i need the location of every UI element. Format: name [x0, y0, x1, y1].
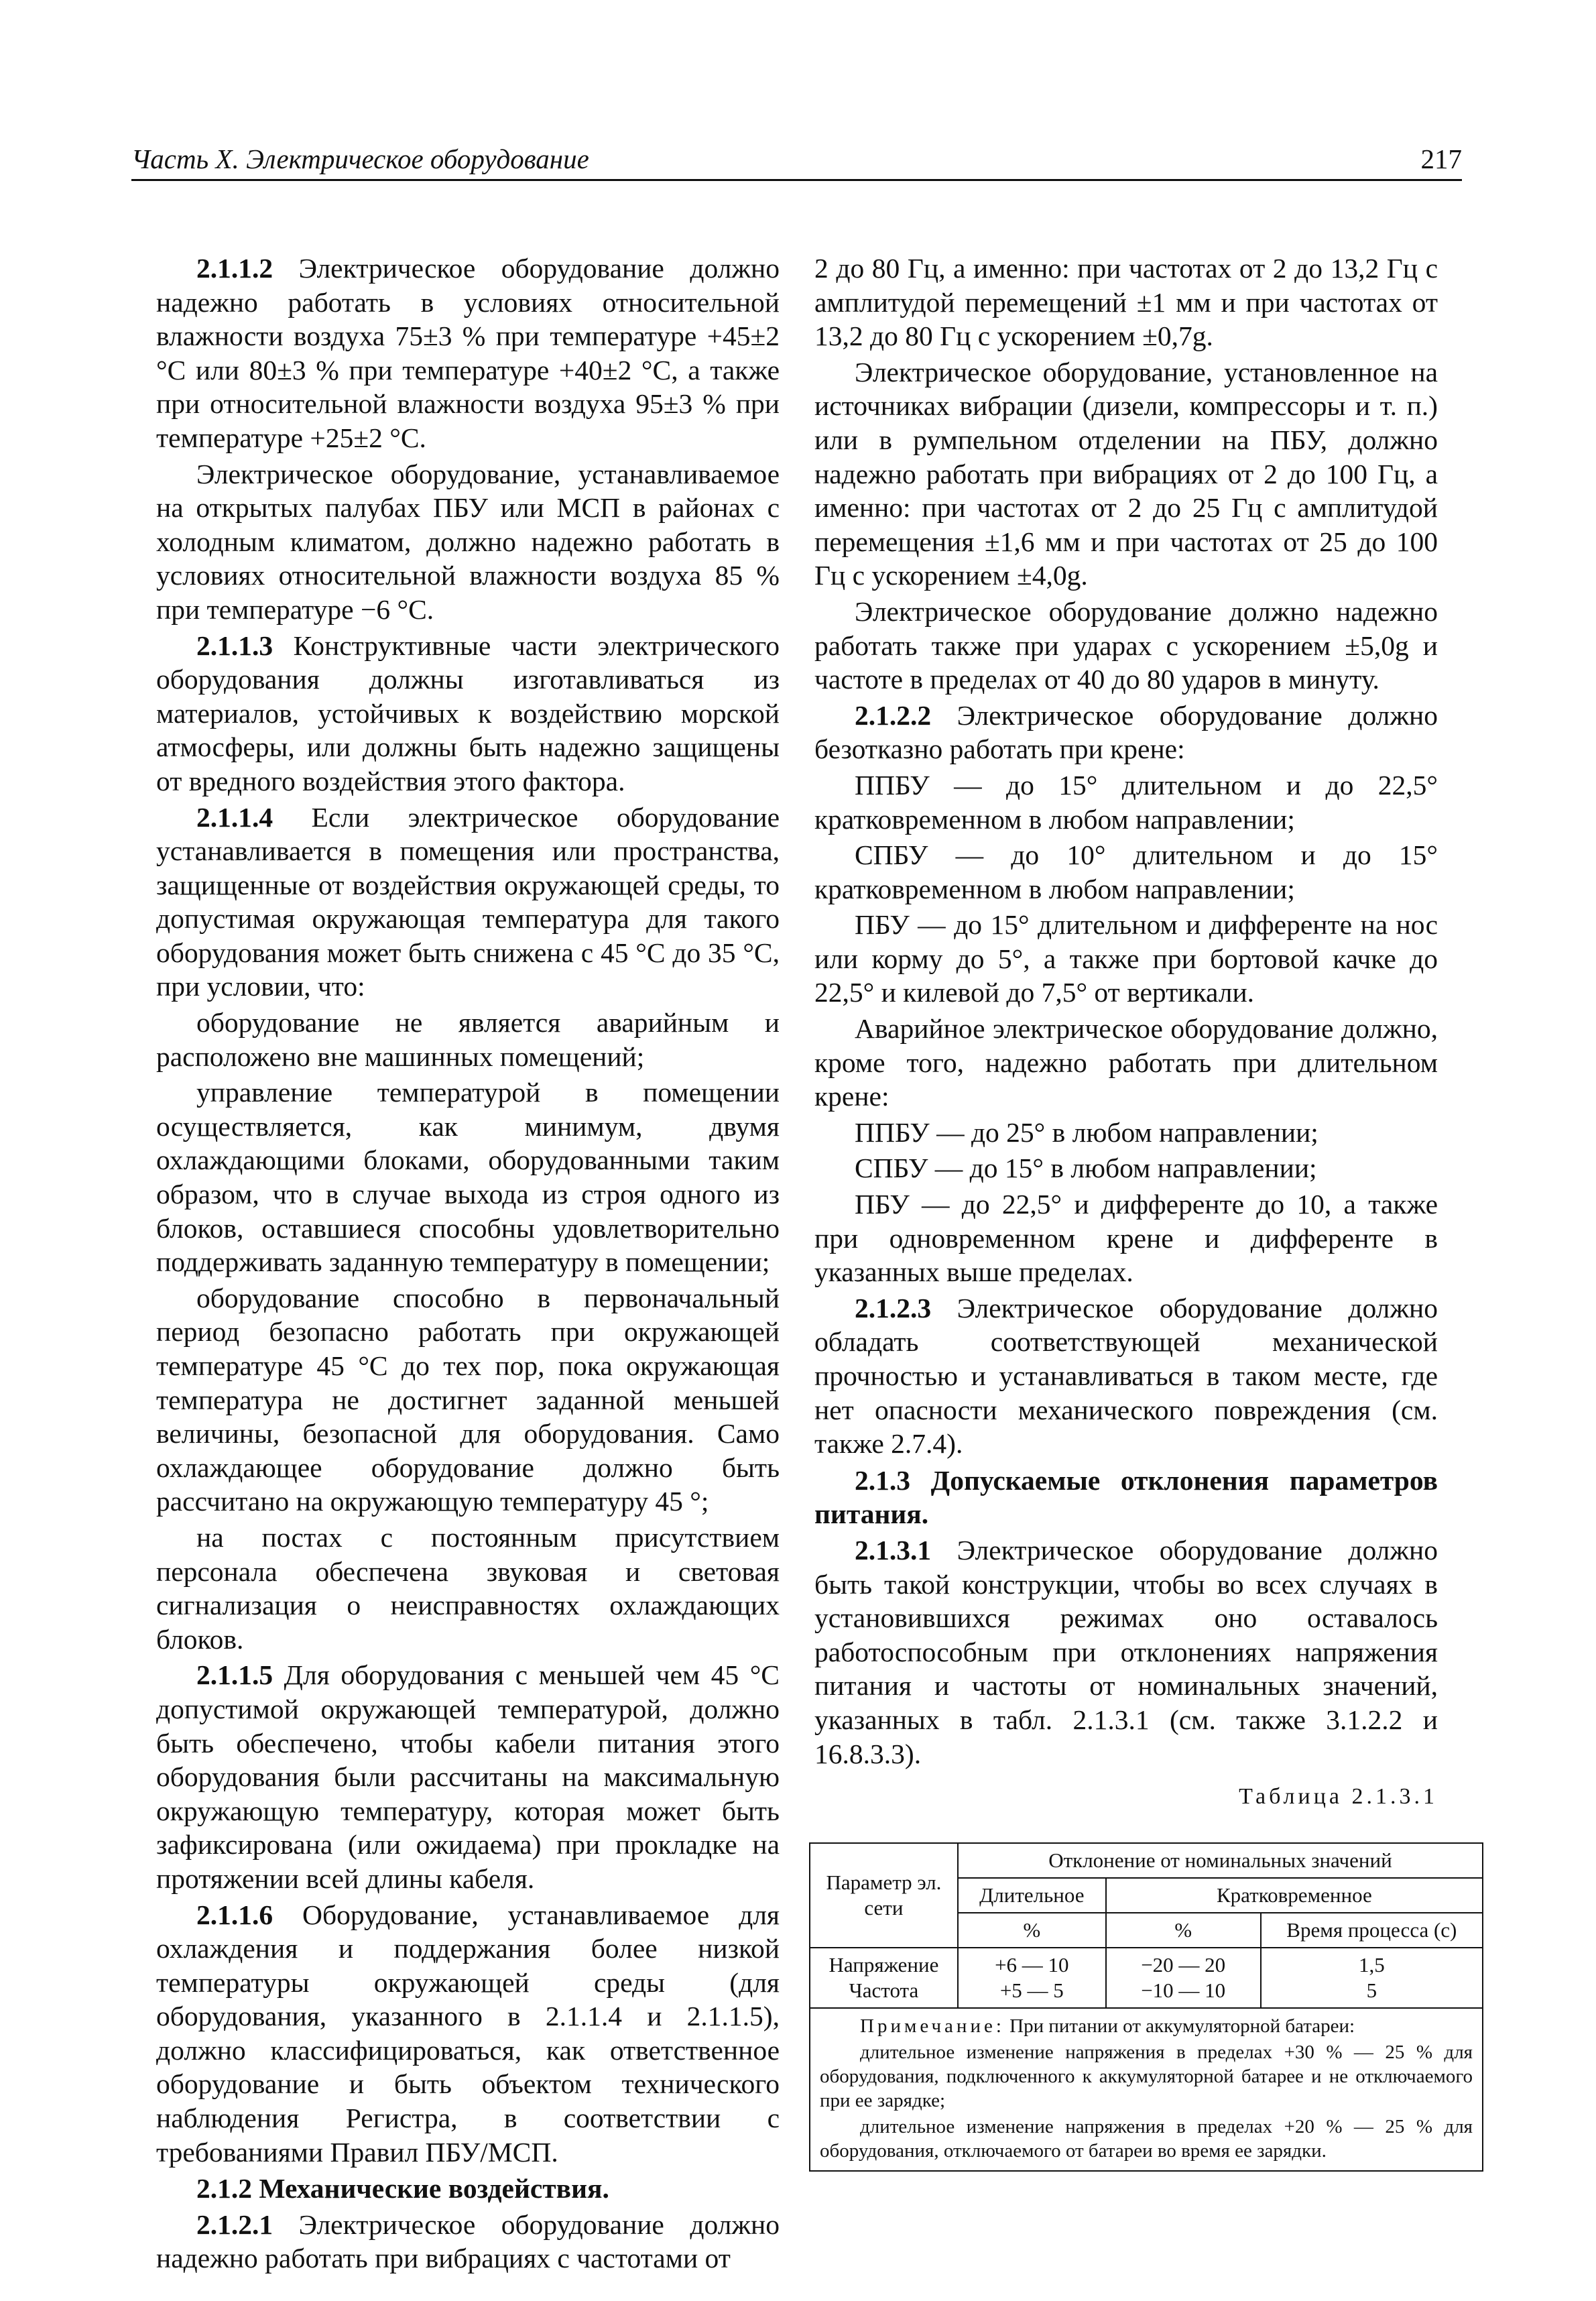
paragraph — [156, 629, 780, 799]
paragraph-text: Электрическое оборудование должно быть такой конструкции, чтобы во всех случаях в установившихся режимах оно оставалось работоспособным при отклонениях напряжения питания и частоты от номинальных значений, указанных в табл. 2.1.3.1 (см. также 3.1.2.2 и 16.8.3.3). — [814, 1534, 1438, 1769]
short-voltage: −20 — 20 — [1141, 1952, 1226, 1976]
paragraph-text: управление температурой в помещении осуществляется, как минимум, двумя охлаждающими блоками, оборудованными таким образом, что в случае выхода из строя одного из блоков, оставшиеся способны удовлетворительно поддерживать заданную температуру в помещении; — [156, 1077, 780, 1278]
paragraph-text: ПБУ — до 15° длительном и дифференте на нос или корму до 5°, а также при бортовой качке до 22,5° и килевой до 7,5° от вертикали. — [814, 909, 1438, 1008]
paragraph — [156, 251, 780, 455]
clause-number: 2.1.2.3 — [855, 1292, 932, 1323]
paragraph-text: Конструктивные части электрического оборудования должны изготавливаться из материалов, устойчивых к воздействию морской атмосферы, или должны быть надежно защищены от вредного воздействия этого фактора. — [156, 630, 780, 796]
paragraph-text: Для оборудования с меньшей чем 45 °С допустимой окружающей температурой, должно быть обеспечено, чтобы кабели питания этого оборудования были рассчитаны на максимальную окружающую температуру, которая может быть зафиксирована (или ожидаема) при прокладке на протяжении всей длины кабеля. — [156, 1659, 780, 1894]
paragraph-text: Электрическое оборудование должно надежно работать в условиях относительной влажности воздуха 75±3 % при температуре +45±2 °С или 80±3 % при температуре +40±2 °С, а также при относительной влажности воздуха 95±3 % при температуре +25±2 °С. — [156, 253, 780, 453]
clause-number: 2.1.1.6 — [196, 1899, 273, 1930]
cell-short — [1106, 1948, 1261, 2008]
clause-number: 2.1.1.2 — [196, 253, 273, 284]
clause-number: 2.1.1.3 — [196, 630, 273, 661]
paragraph — [814, 768, 1438, 836]
time-frequency: 5 — [1366, 1978, 1377, 2002]
paragraph-text: ППБУ — до 25° в любом направлении; — [855, 1116, 1318, 1148]
paragraph — [814, 595, 1438, 697]
clause-number: 2.1.1.5 — [196, 1659, 273, 1691]
paragraph — [814, 1533, 1438, 1771]
deviation-table — [809, 1842, 1483, 2172]
right-column — [814, 251, 1473, 2172]
header-time: Время процесса (с) — [1261, 1913, 1483, 1948]
cell-long — [958, 1948, 1106, 2008]
paragraph-text: Если электрическое оборудование устанавливается в помещения или пространства, защищенные от воздействия окружающей среды, то допустимая окружающая температура для такого оборудования может быть снижена с 45 °С до 35 °С, при условии, что: — [156, 801, 780, 1002]
clause-number: 2.1.3.1 — [855, 1534, 932, 1566]
paragraph — [814, 355, 1438, 593]
note-line-1: При питании от аккумуляторной батареи: — [1009, 2015, 1355, 2037]
param-voltage: Напряжение — [828, 1952, 939, 1976]
paragraph — [156, 801, 780, 1004]
paragraph-text: Электрическое оборудование, устанавливаемое на открытых палубах ПБУ или МСП в районах с холодным климатом, должно надежно работать в условиях относительной влажности воздуха 85 % при температуре −6 °С. — [156, 458, 780, 625]
table-caption: Таблица 2.1.3.1 — [1239, 1784, 1438, 1810]
paragraph — [156, 1898, 780, 2170]
cell-time — [1261, 1948, 1483, 2008]
header-short: Кратковременное — [1106, 1878, 1483, 1913]
table-note — [810, 2008, 1483, 2171]
time-voltage: 1,5 — [1358, 1952, 1385, 1976]
page-number: 217 — [1420, 143, 1462, 174]
header-parameter: Параметр эл. сети — [810, 1843, 958, 1948]
paragraph-text: на постах с постоянным присутствием персонала обеспечена звуковая и световая сигнализация о неисправностях охлаждающих блоков. — [156, 1521, 780, 1655]
paragraph — [156, 1006, 780, 1073]
paragraph: 2 до 80 Гц, а именно: при частотах от 2 до 13,2 Гц с амплитудой перемещений ±1 мм и при частотах от 13,2 до 80 Гц с ускорением ±0,7g. — [814, 253, 1438, 352]
paragraph-text: оборудование не является аварийным и расположено вне машинных помещений; — [156, 1007, 780, 1072]
paragraph — [814, 908, 1438, 1010]
paragraph — [814, 1012, 1438, 1114]
note-line-3: длительное изменение напряжения в пределах +20 % — 25 % для оборудования, отключаемого от батареи во время ее зарядки. — [820, 2115, 1473, 2162]
note-line-2: длительное изменение напряжения в пределах +30 % — 25 % для оборудования, подключенного к аккумуляторной батарее и не отключаемого при ее зарядке; — [820, 2041, 1473, 2111]
clause-number: 2.1.2.1 — [196, 2208, 273, 2240]
clause-number: 2.1.2.2 — [855, 699, 932, 731]
paragraph — [814, 1291, 1438, 1461]
long-voltage: +6 — 10 — [995, 1952, 1069, 1976]
paragraph-text: СПБУ — до 10° длительном и до 15° кратковременном в любом направлении; — [814, 839, 1438, 904]
header-percent-short: % — [1106, 1913, 1261, 1948]
paragraph — [814, 838, 1438, 906]
cell-parameter — [810, 1948, 958, 2008]
paragraph-text: Электрическое оборудование должно надежно работать при вибрациях с частотами от — [156, 2208, 780, 2274]
paragraph-text: Электрическое оборудование должно надежно работать также при ударах с ускорением ±5,0g и частоте в пределах от 40 до 80 ударов в минуту. — [814, 595, 1438, 695]
note-label: Примечание: — [860, 2015, 1005, 2037]
paragraph-text: Оборудование, устанавливаемое для охлаждения и поддержания более низкой температуры окружающей среды (для оборудования, указанного в 2.1.1.4 и 2.1.1.5), должно классифицироваться, как ответственное оборудование и быть объектом технического наблюдения Регистра, в соответствии с требованиями Правил ПБУ/МСП. — [156, 1899, 780, 2168]
section-heading: 2.1.3 Допускаемые отклонения параметров питания. — [814, 1464, 1438, 1530]
header-percent-long: % — [958, 1913, 1106, 1948]
paragraph-text: оборудование способно в первоначальный период безопасно работать при окружающей температуре 45 °С до тех пор, пока окружающая температура не достигнет заданной меньшей величины, безопасной для оборудования. Само охлаждающее оборудование должно быть рассчитано на окружающую температуру 45 °; — [156, 1282, 780, 1517]
header-long: Длительное — [958, 1878, 1106, 1913]
long-frequency: +5 — 5 — [999, 1978, 1064, 2002]
param-frequency: Частота — [849, 1978, 919, 2002]
paragraph — [814, 1151, 1438, 1185]
paragraph — [156, 1281, 780, 1519]
paragraph-text: ППБУ — до 15° длительном и до 22,5° кратковременном в любом направлении; — [814, 769, 1438, 835]
section-heading: 2.1.2 Механические воздействия. — [196, 2173, 609, 2204]
paragraph — [156, 1658, 780, 1895]
paragraph-text: Электрическое оборудование должно обладать соответствующей механической прочностью и устанавливаться в таком месте, где нет опасности механического повреждения (см. также 2.7.4). — [814, 1292, 1438, 1460]
paragraph-text: Электрическое оборудование, установленное на источниках вибрации (дизели, компрессоры и т. п.) или в румпельном отделении на ПБУ, должно надежно работать при вибрациях от 2 до 100 Гц, а именно: при частотах от 2 до 25 Гц с амплитудой перемещения ±1,6 мм и при частотах от 25 до 100 Гц с ускорением ±4,0g. — [814, 356, 1438, 591]
paragraph — [156, 1521, 780, 1656]
paragraph — [156, 457, 780, 627]
header-deviation: Отклонение от номинальных значений — [958, 1843, 1483, 1878]
short-frequency: −10 — 10 — [1141, 1978, 1226, 2002]
paragraph — [814, 1116, 1438, 1150]
paragraph-text: Электрическое оборудование должно безотказно работать при крене: — [814, 699, 1438, 765]
clause-number: 2.1.1.4 — [196, 801, 273, 833]
running-title: Часть X. Электрическое оборудование — [131, 143, 589, 174]
paragraph-text: ПБУ — до 22,5° и дифференте до 10, а также при одновременном крене и дифференте в указанных выше пределах. — [814, 1189, 1438, 1288]
paragraph-text: Аварийное электрическое оборудование должно, кроме того, надежно работать при длительном крене: — [814, 1013, 1438, 1112]
paragraph — [814, 699, 1438, 766]
paragraph-text: СПБУ — до 15° в любом направлении; — [855, 1153, 1317, 1184]
left-column — [156, 251, 780, 2278]
paragraph — [156, 1075, 780, 1279]
paragraph — [814, 1187, 1438, 1289]
table-row — [810, 1948, 1483, 2008]
page-header — [131, 137, 1462, 181]
paragraph — [156, 2208, 780, 2276]
